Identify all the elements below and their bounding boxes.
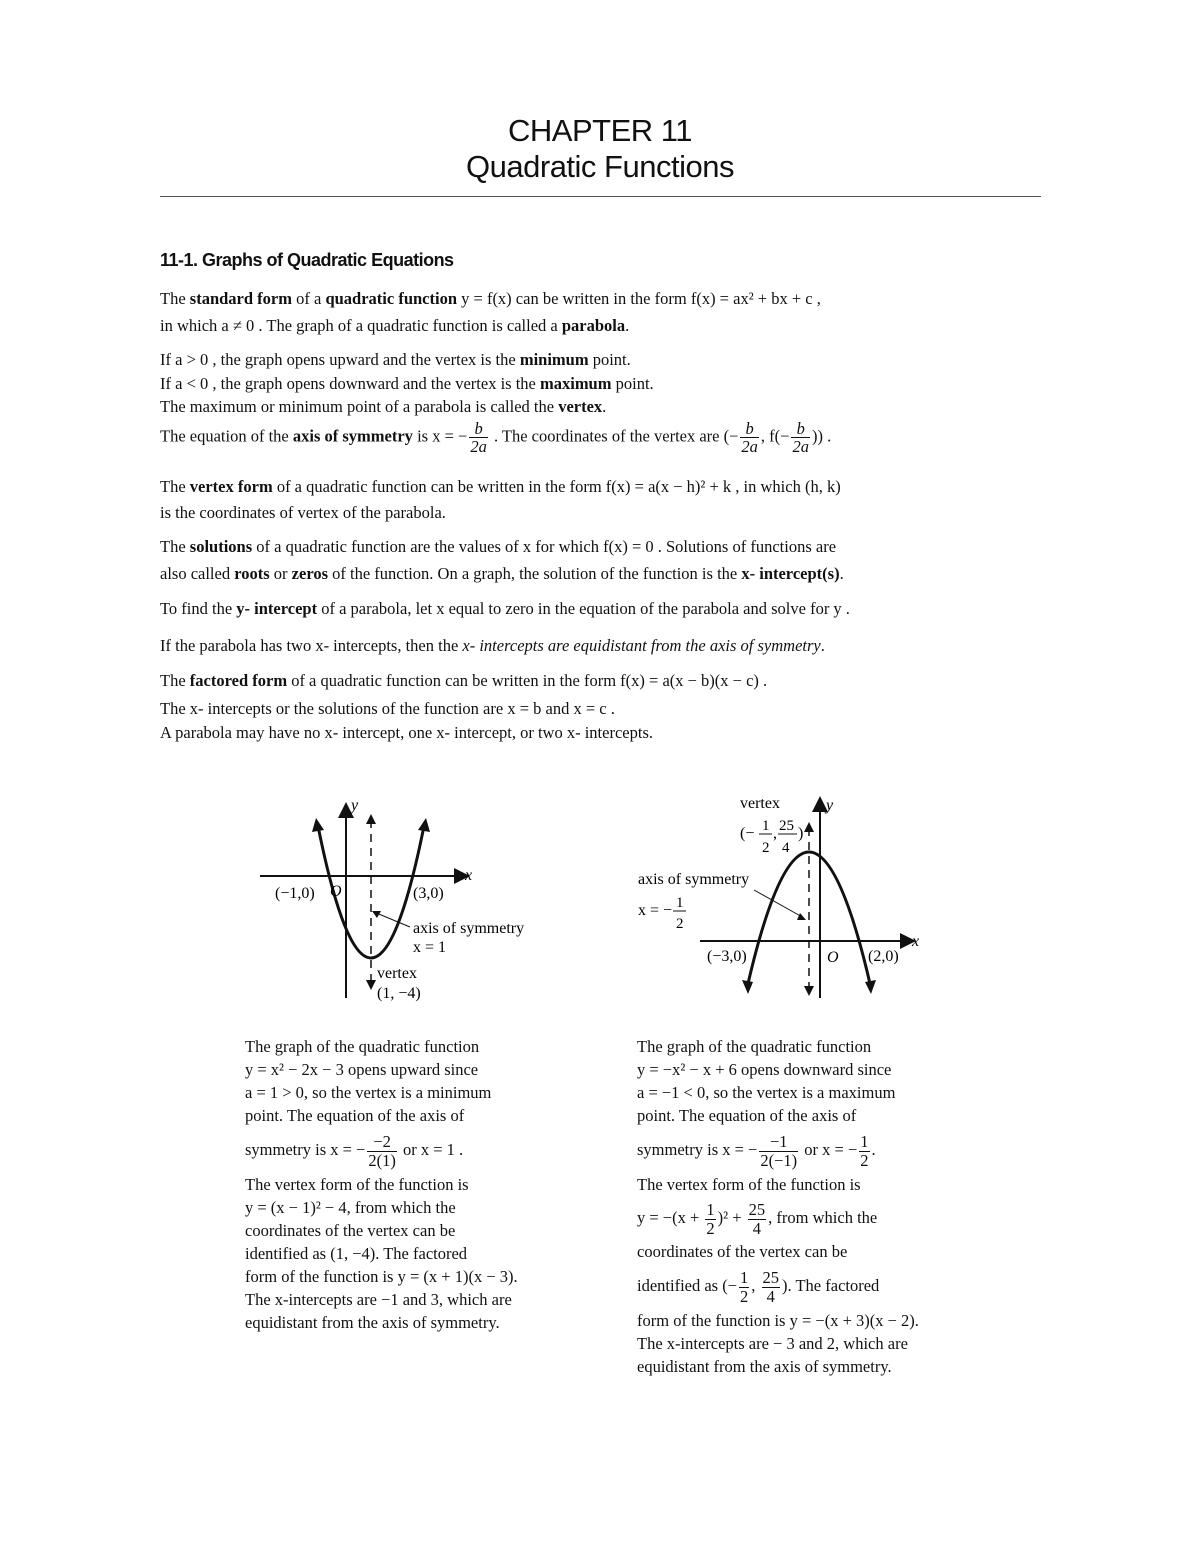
vertex-definition-line: The maximum or minimum point of a parabola is called the vertex.	[160, 397, 607, 416]
axis-arrow-up	[366, 814, 376, 824]
y-axis-label: y	[826, 797, 834, 814]
solutions-line: The solutions of a quadratic function are the values of x for which f(x) = 0 . Solutions of functions are	[160, 537, 837, 556]
graph-downward-parabola	[630, 790, 930, 1005]
axis-arrow-down	[804, 986, 814, 996]
axis-of-symmetry-line: The equation of the axis of symmetry is x = − $\frac{b}{2a}$ . The coordinates of the vertex are (− $\frac{b}{2a}$ , f(− $\frac{b}{2a}$ )) .	[160, 419, 832, 457]
parabola-arrow-left	[742, 980, 753, 994]
vertex-coords-label	[740, 818, 803, 856]
fraction-b-over-2a: $\frac{b}{2a}$	[792, 419, 809, 457]
axis-equation-label	[638, 895, 686, 932]
svg-text:4: 4	[782, 840, 790, 856]
svg-text:1: 1	[676, 895, 684, 911]
axis-equation-label: x = 1	[413, 939, 447, 956]
svg-text:(−: (−	[740, 825, 755, 842]
left-explanation: The graph of the quadratic function y = x² − 2x − 3 opens upward since a = 1 > 0, so the vertex is a minimum point. The equation of the axis of symmetry is x = − $\frac{-2}{2(1)}$ or x = 1 . The vertex form of the function is y = (x − 1)² − 4, from which the coordinates of the vertex can be identified as (1, −4). The factored form of the function is y = (x + 1)(x − 3). The x-intercepts are −1 and 3, which are equidistant from the axis of symmetry.	[245, 1037, 518, 1332]
vertex-form-line-2: is the coordinates of vertex of the parabola.	[160, 503, 446, 522]
axis-label-leader	[754, 890, 804, 918]
maximum-line: If a < 0 , the graph opens downward and the vertex is the maximum point.	[160, 374, 654, 393]
y-intercept-line: To find the y- intercept of a parabola, let x equal to zero in the equation of the parabola and solve for y .	[160, 599, 850, 618]
vertex-coords-label: (1, −4)	[377, 985, 421, 1002]
svg-text:25: 25	[779, 818, 794, 834]
vertex-form-line: The vertex form of a quadratic function can be written in the form f(x) = a(x − h)² + k , in which (h, k)	[160, 477, 841, 496]
axis-arrow-down	[366, 980, 376, 990]
svg-text:2: 2	[676, 916, 684, 932]
chapter-title: Quadratic Functions	[466, 149, 734, 184]
parabola-definition-line: in which a ≠ 0 . The graph of a quadratic function is called a parabola.	[160, 316, 630, 335]
x-axis-label: x	[912, 933, 920, 950]
x-axis-label: x	[465, 867, 473, 884]
left-intercept-label: (−3,0)	[707, 948, 747, 965]
right-explanation: The graph of the quadratic function y = −x² − x + 6 opens downward since a = −1 < 0, so the vertex is a maximum point. The equation of the axis of symmetry is x = − $\frac{-1}{2(-1)}$ or x = − $\frac{1}{2}$ . The vertex form of the function is y = −(x + $\frac{1}{2}$ )² + $\frac{25}{4}$ , from which the coordinates of the vertex can be identified as (− $\frac{1}{2}$ , $\frac{25}{4}$ ). The factored form of the function is y = −(x + 3)(x − 2). The x-intercepts are − 3 and 2, which are equidistant from the axis of symmetry.	[637, 1037, 919, 1376]
y-axis-label: y	[351, 797, 359, 814]
fraction-b-over-2a: $\frac{b}{2a}$	[741, 419, 758, 457]
left-intercept-label: (−1,0)	[275, 885, 315, 902]
origin-label: O	[827, 949, 839, 966]
factored-form-line: The factored form of a quadratic function can be written in the form f(x) = a(x − b)(x − c) .	[160, 671, 768, 690]
graph-upward-parabola	[250, 790, 550, 1015]
x-intercepts-line: The x- intercepts or the solutions of the function are x = b and x = c .	[160, 699, 615, 718]
roots-zeros-line: also called roots or zeros of the function. On a graph, the solution of the function is the x- intercept(s).	[160, 564, 844, 583]
svg-text:): )	[798, 825, 804, 842]
right-intercept-label: (2,0)	[868, 948, 899, 965]
svg-text:x = −: x = −	[638, 902, 673, 919]
header-divider	[160, 196, 1041, 197]
svg-text:1: 1	[762, 818, 770, 834]
standard-form-line: The standard form of a quadratic function y = f(x) can be written in the form f(x) = ax² + bx + c ,	[160, 289, 821, 308]
parabola-arrow-left	[312, 818, 324, 832]
svg-text:,: ,	[773, 825, 777, 842]
right-intercept-label: (3,0)	[413, 885, 444, 902]
minimum-line: If a > 0 , the graph opens upward and the vertex is the minimum point.	[160, 350, 631, 369]
axis-arrow-up	[804, 822, 814, 832]
origin-label: O	[330, 883, 342, 900]
vertex-label: vertex	[740, 795, 780, 812]
equidistant-line: If the parabola has two x- intercepts, then the x- intercepts are equidistant from the axis of symmetry.	[160, 636, 825, 655]
vertex-label: vertex	[377, 965, 417, 982]
axis-of-symmetry-label: axis of symmetry	[638, 871, 750, 888]
axis-of-symmetry-label: axis of symmetry	[413, 920, 525, 937]
intercept-count-line: A parabola may have no x- intercept, one x- intercept, or two x- intercepts.	[160, 723, 653, 742]
section-heading: 11-1. Graphs of Quadratic Equations	[160, 250, 454, 270]
axis-label-leader	[374, 912, 410, 927]
chapter-number: CHAPTER 11	[508, 113, 692, 148]
svg-text:2: 2	[762, 840, 770, 856]
parabola-arrow-right	[418, 818, 430, 832]
parabola-arrow-right	[865, 980, 876, 994]
fraction-b-over-2a: $\frac{b}{2a}$	[470, 419, 487, 457]
